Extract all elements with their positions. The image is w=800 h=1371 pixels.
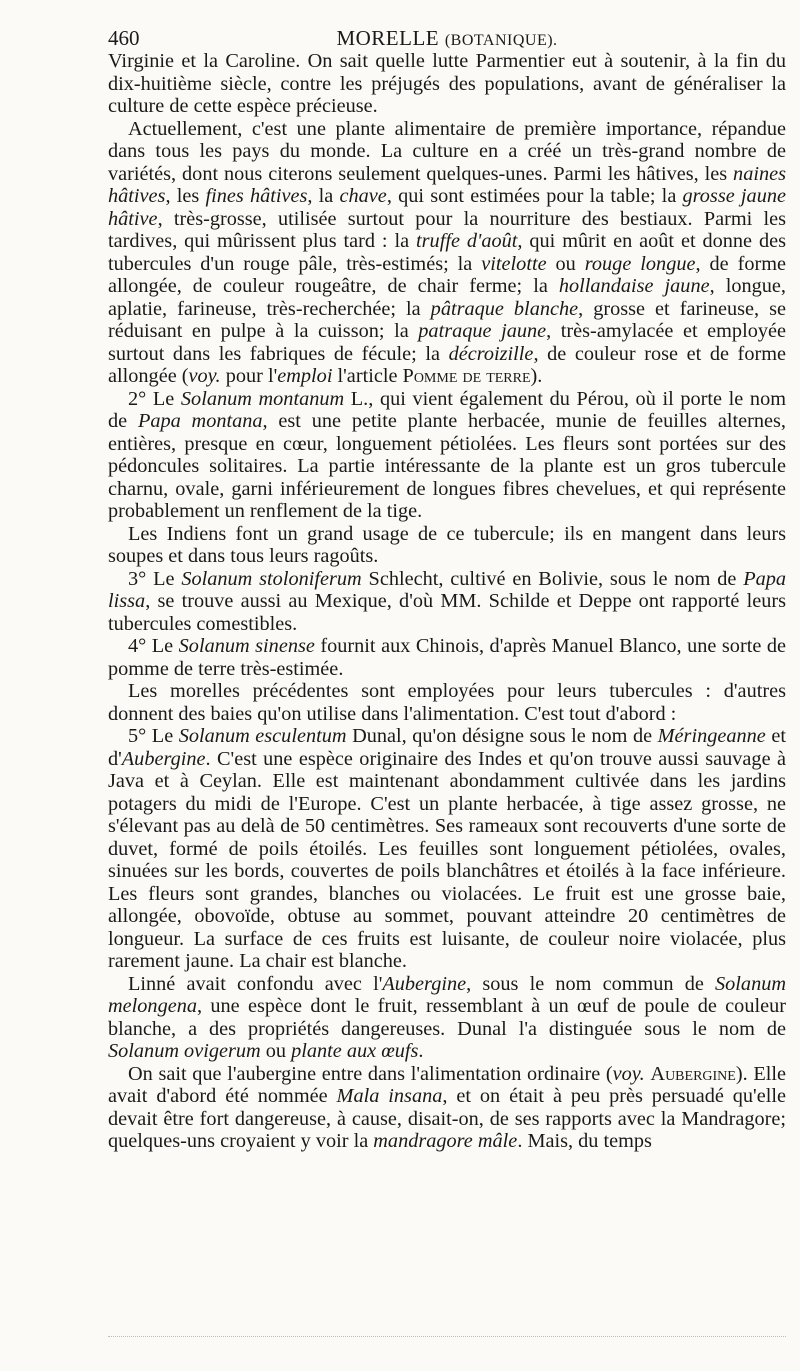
- italic-term: mandragore mâle: [373, 1130, 518, 1152]
- italic-term: vitelotte: [481, 252, 547, 275]
- text-run: ou: [260, 1040, 292, 1062]
- text-run: Les morelles précédentes sont employées pour leurs tubercules : d'autres donnent des baies qu'on utilise dans l'alimentation. C'est tout d'abord :: [108, 680, 786, 725]
- italic-term: Solanum sinense: [178, 635, 315, 657]
- paragraph: [108, 118, 786, 388]
- text-run: ).: [530, 365, 543, 387]
- italic-term: Solanum melongena: [108, 972, 786, 1017]
- text-run: fournit aux Chinois, d'après Manuel Blanco, une sorte de pomme de terre très-estimée.: [108, 635, 786, 680]
- italic-term: Méringeanne: [657, 725, 766, 747]
- paragraph: [108, 388, 786, 523]
- text-run: . C'est une espèce originaire des Indes et qu'on trouve aussi sauvage à Java et à Ceylan. Elle est maintenant abondamment cultivée dans les jardins potagers du midi de l'Europe. C'est un plante herbacée, à tige assez grosse, ne s'élevant pas au delà de 50 centimètres. Ses rameaux sont recouverts d'une sorte de duvet, formé de poils étoilés. Les feuilles sont longuement pétiolées, ovales, sinuées sur les bords, couvertes de poils blanchâtres et étoilés à la face inférieure. Les fleurs sont grandes, blanches ou violacées. Le fruit est une grosse baie, allongée, obovoïde, obtuse au sommet, pouvant atteindre 20 centimètres de longueur. La surface de ces fruits est luisante, de couleur noire violacée, plus rarement jaune. La chair est blanche.: [108, 747, 786, 972]
- paragraph: [108, 973, 786, 1063]
- footer-rule: [108, 1336, 786, 1337]
- text-run: , les: [165, 185, 206, 207]
- italic-term: Aubergine: [121, 747, 206, 770]
- text-run: , très-amylacée et employée surtout dans les fabriques de fécule; la: [108, 320, 786, 365]
- italic-term: Solanum esculentum: [178, 725, 347, 747]
- text-run: Actuellement, c'est une plante alimentaire de première importance, répandue dans tous les pays du monde. La culture en a créé un très-grand nombre de variétés, dont nous citerons seulement quelques-unes. Parmi les hâtives, les: [108, 117, 786, 185]
- italic-term: naines hâtives: [108, 162, 786, 207]
- italic-term: truffe d'août: [416, 230, 518, 252]
- italic-term: Papa montana: [137, 410, 263, 432]
- running-title-main: MORELLE: [336, 26, 440, 50]
- text-run: , se trouve aussi au Mexique, d'où MM. Schilde et Deppe ont rapporté leurs tubercules comestibles.: [108, 590, 786, 635]
- running-header: [108, 18, 786, 50]
- text-run: 5° Le: [128, 725, 179, 747]
- text-run: , grosse et farineuse, se réduisant en pulpe à la cuisson; la: [108, 297, 786, 342]
- text-run: .: [418, 1040, 424, 1062]
- italic-term: patraque jaune: [418, 320, 547, 342]
- text-run: 4° Le: [128, 635, 179, 657]
- italic-term: grosse jaune hâtive: [108, 185, 786, 230]
- paragraph: [108, 568, 786, 636]
- italic-term: Papa lissa: [108, 567, 786, 612]
- italic-term: Solanum ovigerum: [108, 1040, 261, 1062]
- italic-term: voy.: [612, 1062, 645, 1085]
- small-caps-ref: Aubergine: [650, 1062, 736, 1085]
- small-caps-ref: Pomme de terre: [402, 365, 531, 387]
- text-run: Virginie et la Caroline. On sait quelle lutte Parmentier eut à soutenir, à la fin du dix-huitième siècle, contre les préjugés des populations, avant de généraliser la culture de cette espèce précieuse.: [108, 50, 786, 117]
- text-run: , la: [307, 185, 340, 207]
- text-run: pour l': [220, 365, 278, 387]
- italic-term: pâtraque blanche: [430, 297, 579, 320]
- italic-term: emploi: [277, 365, 333, 387]
- text-run: Les Indiens font un grand usage de ce tubercule; ils en mangent dans leurs soupes et dans tous leurs ragoûts.: [108, 522, 786, 567]
- text-run: l'article: [332, 365, 403, 387]
- text-run: , est une petite plante herbacée, munie de feuilles alternes, entières, presque en cœur, longuement pétiolées. Les fleurs sont portées sur des pédoncules solitaires. La partie intéressante de la plante est un gros tubercule charnu, ovale, garni inférieurement de longues fibres chevelues, et qui représente probablement un renflement de la tige.: [108, 410, 786, 522]
- text-run: ou: [546, 252, 585, 275]
- body-text: [108, 50, 786, 1153]
- text-run: , qui sont estimées pour la table; la: [386, 185, 683, 207]
- italic-term: rouge longue: [584, 252, 696, 275]
- italic-term: Solanum stoloniferum: [181, 567, 362, 590]
- text-run: , une espèce dont le fruit, ressemblant à un œuf de poule de couleur blanche, a des propriétés dangereuses. Dunal l'a distinguée sous le nom de: [108, 995, 786, 1040]
- italic-term: Mala insana: [336, 1085, 443, 1107]
- paragraph: [108, 50, 786, 118]
- text-run: , et on était à peu près persuadé qu'elle devait être fort dangereuse, à cause, disait-on, de ses rapports avec la Mandragore; quelques-uns croyaient y voir la: [108, 1085, 786, 1152]
- italic-term: décroizille: [448, 342, 534, 365]
- paragraph: [108, 1063, 786, 1153]
- text-run: , longue, aplatie, farineuse, très-recherchée; la: [108, 275, 786, 320]
- running-title-sub: (BOTANIQUE).: [444, 32, 558, 49]
- text-run: Dunal, qu'on désigne sous le nom de: [346, 725, 658, 747]
- paragraph: [108, 635, 786, 680]
- text-run: Linné avait confondu avec l': [128, 972, 383, 995]
- italic-term: chave: [339, 185, 387, 207]
- text-run: L., qui vient également du Pérou, où il porte le nom de: [108, 387, 786, 432]
- text-run: Schlecht, cultivé en Bolivie, sous le nom de: [361, 567, 744, 590]
- text-run: , qui mûrit en août et donne des tubercules d'un rouge pâle, très-estimés; la: [108, 230, 786, 275]
- page-number: 460: [108, 26, 140, 50]
- running-title: [108, 26, 786, 51]
- italic-term: fines hâtives: [205, 185, 308, 207]
- text-run: , de couleur rose et de forme allongée (: [108, 342, 786, 387]
- italic-term: Solanum montanum: [180, 387, 345, 410]
- paragraph: [108, 725, 786, 973]
- text-run: 3° Le: [128, 567, 182, 590]
- italic-term: voy.: [188, 365, 221, 387]
- paragraph: [108, 680, 786, 725]
- text-run: On sait que l'aubergine entre dans l'alimentation ordinaire (: [128, 1062, 613, 1085]
- text-run: , très-grosse, utilisée surtout pour la nourriture des bestiaux. Parmi les tardives, qui mûrissent plus tard : la: [108, 207, 786, 252]
- paragraph: [108, 523, 786, 568]
- italic-term: Aubergine: [382, 972, 467, 995]
- text-run: , de forme allongée, de couleur rougeâtre, de chair ferme; la: [108, 252, 787, 297]
- text-run: 2° Le: [128, 387, 181, 410]
- text-run: ). Elle avait d'abord été nommée: [108, 1062, 786, 1107]
- text-run: . Mais, du temps: [517, 1130, 652, 1152]
- italic-term: plante aux œufs: [291, 1040, 419, 1062]
- text-run: , sous le nom commun de: [466, 972, 716, 995]
- text-run: et d': [108, 725, 786, 770]
- italic-term: hollandaise jaune: [558, 275, 710, 297]
